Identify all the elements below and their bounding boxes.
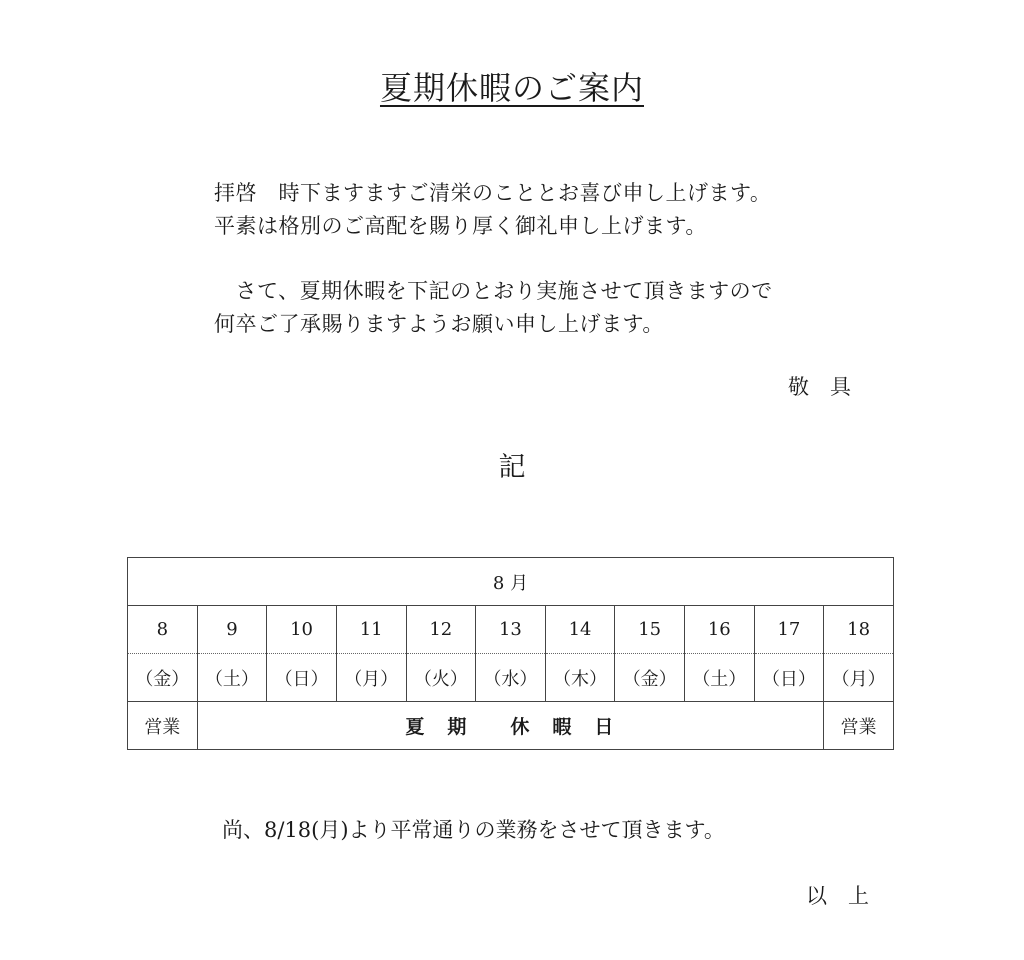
document-title <box>0 66 1024 110</box>
month-cell: 8 月 <box>128 558 894 606</box>
weekday-cell: （日） <box>267 654 337 702</box>
greeting-line-3: さて、夏期休暇を下記のとおり実施させて頂きますので <box>214 279 773 303</box>
date-cell: 13 <box>476 606 546 654</box>
date-cell: 16 <box>685 606 755 654</box>
weekday-cell: （月） <box>336 654 406 702</box>
ijou-closing: 以 上 <box>806 884 869 908</box>
weekday-cell: （土） <box>685 654 755 702</box>
date-cell: 18 <box>824 606 894 654</box>
resume-note: 尚、8/18(月)より平常通りの業務をさせて頂きます。 <box>222 818 725 842</box>
date-cell: 8 <box>128 606 198 654</box>
holiday-period-cell: 夏 期 休 暇 日 <box>197 702 824 750</box>
weekday-cell: （土） <box>197 654 267 702</box>
date-cell: 17 <box>754 606 824 654</box>
date-cell: 12 <box>406 606 476 654</box>
document-title-text: 夏期休暇のご案内 <box>379 69 644 107</box>
date-cell: 14 <box>545 606 615 654</box>
month-row <box>128 558 894 606</box>
date-cell: 10 <box>267 606 337 654</box>
date-cell: 15 <box>615 606 685 654</box>
weekday-cell: （火） <box>406 654 476 702</box>
weekday-row <box>128 654 894 702</box>
ki-heading: 記 <box>498 452 526 483</box>
status-row <box>128 702 894 750</box>
greeting-line-4: 何卒ご了承賜りますようお願い申し上げます。 <box>214 312 664 336</box>
weekday-cell: （金） <box>615 654 685 702</box>
weekday-cell: （木） <box>545 654 615 702</box>
holiday-calendar-table <box>127 557 894 750</box>
greeting-line-2: 平素は格別のご高配を賜り厚く御礼申し上げます。 <box>214 214 707 238</box>
open-end-cell: 営業 <box>824 702 894 750</box>
date-cell: 9 <box>197 606 267 654</box>
open-start-cell: 営業 <box>128 702 198 750</box>
keigu-closing: 敬 具 <box>788 375 851 399</box>
weekday-cell: （金） <box>128 654 198 702</box>
date-row <box>128 606 894 654</box>
weekday-cell: （日） <box>754 654 824 702</box>
greeting-line-1: 拝啓 時下ますますご清栄のこととお喜び申し上げます。 <box>214 181 772 205</box>
weekday-cell: （月） <box>824 654 894 702</box>
date-cell: 11 <box>336 606 406 654</box>
weekday-cell: （水） <box>476 654 546 702</box>
